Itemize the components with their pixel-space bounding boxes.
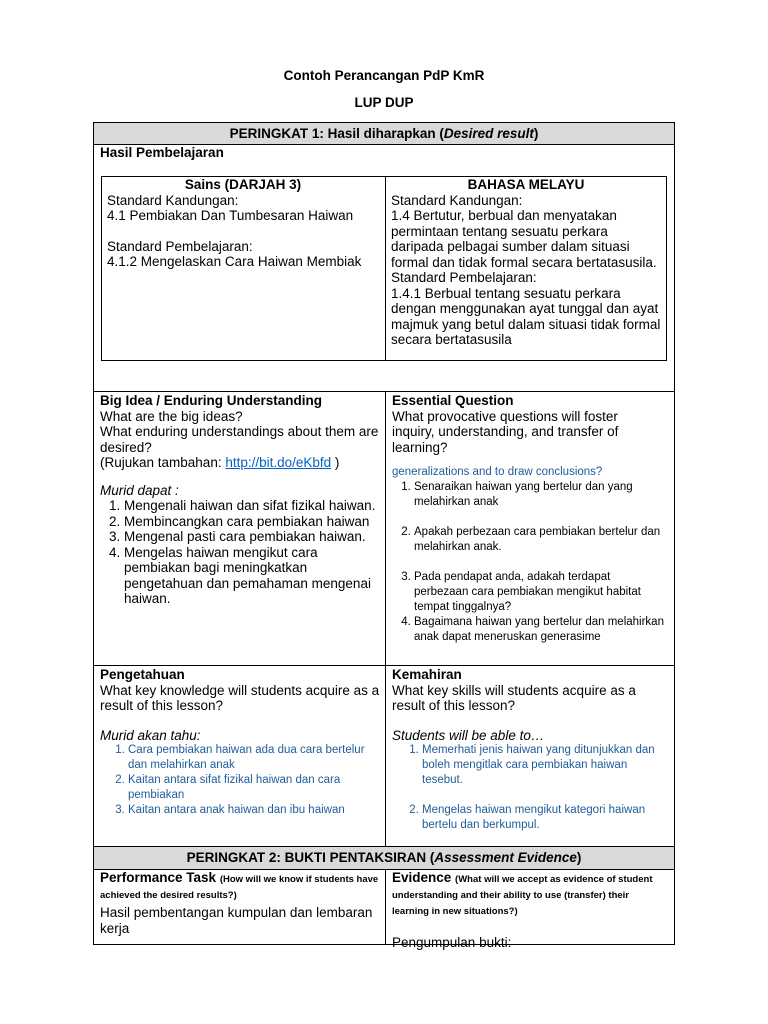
- list-item: 1. Senaraikan haiwan yang bertelur dan yang melahirkan anak: [414, 480, 664, 510]
- performance-cell: [100, 871, 380, 936]
- sains-sp-label: Standard Pembelajaran:: [107, 238, 253, 254]
- sains-sk-value: 4.1 Pembiakan Dan Tumbesaran Haiwan: [107, 208, 354, 223]
- peringkat1-label-italic: Desired result: [443, 126, 534, 141]
- kemahiran-question: What key skills will students acquire as a result of this lesson?: [392, 682, 636, 713]
- big-idea-q1: What are the big ideas?: [100, 408, 243, 424]
- performance-note: (How will we know if students have achieved the desired results?): [100, 874, 379, 901]
- evidence-heading: Evidence: [392, 870, 452, 885]
- list-item: 1. Cara pembiakan haiwan ada dua cara bertelur dan melahirkan anak: [128, 743, 380, 773]
- kemahiran-cell: [392, 667, 664, 833]
- divider: [93, 391, 675, 392]
- list-item: 2. Kaitan antara sifat fizikal haiwan dan cara pembiakan: [128, 773, 380, 803]
- kemahiran-heading: Kemahiran: [392, 667, 462, 682]
- pengetahuan-cell: [100, 667, 380, 818]
- peringkat1-label-end: ): [533, 126, 539, 141]
- list-item: 3. Mengenal pasti cara pembiakan haiwan.: [124, 529, 380, 545]
- bm-sk-value: 1.4 Bertutur, berbual dan menyatakan permintaan tentang sesuatu perkara daripada pelbagai sumber dalam situasi formal dan tidak formal secara bertatasusila.: [391, 208, 657, 270]
- divider: [93, 665, 675, 666]
- list-item: 1. Mengenali haiwan dan sifat fizikal haiwan.: [124, 498, 380, 514]
- big-idea-q2: What enduring understandings about them are desired?: [100, 424, 379, 455]
- divider: [385, 869, 386, 945]
- sains-sk-label: Standard Kandungan:: [107, 192, 239, 208]
- students-able-label: Students will be able to…: [392, 727, 545, 743]
- pengetahuan-list: [100, 743, 380, 818]
- performance-heading-line: [100, 871, 380, 903]
- bm-heading: BAHASA MELAYU: [467, 177, 585, 192]
- list-item: 1. Memerhati jenis haiwan yang ditunjukkan dan boleh mengitlak cara pembiakan haiwan tesebut.: [422, 743, 664, 788]
- hasil-label: Hasil Pembelajaran: [100, 145, 224, 160]
- ref-suffix: ): [331, 455, 340, 470]
- bm-sp-value: 1.4.1 Berbual tentang sesuatu perkara dengan menggunakan ayat tunggal dan ayat majmuk yang betul dalam situasi tidak formal secara bertatasusila: [391, 285, 661, 347]
- big-idea-heading: Big Idea / Enduring Understanding: [100, 393, 323, 408]
- sains-sp-value: 4.1.2 Mengelaskan Cara Haiwan Membiak: [107, 254, 362, 269]
- document-title: Contoh Perancangan PdP KmR: [283, 68, 485, 83]
- big-idea-reference: [100, 455, 380, 471]
- list-item: 3. Kaitan antara anak haiwan dan ibu haiwan: [128, 803, 380, 818]
- ref-prefix: (Rujukan tambahan:: [100, 455, 226, 470]
- peringkat2-band: [94, 847, 674, 869]
- peringkat2-label: PERINGKAT 2: BUKTI PENTAKSIRAN (: [186, 850, 435, 865]
- list-item: 3. Pada pendapat anda, adakah terdapat perbezaan cara pembiakan mengikut habitat tempat tinggalnya?: [414, 570, 664, 615]
- kemahiran-list: [392, 743, 664, 833]
- list-item: 2. Mengelas haiwan mengikut kategori haiwan bertelu dan berkumpul.: [422, 803, 664, 833]
- sains-heading: Sains (DARJAH 3): [184, 177, 302, 192]
- divider: [385, 176, 386, 361]
- big-idea-cell: [100, 393, 380, 607]
- essential-cell: [392, 393, 664, 645]
- essential-question: What provocative questions will foster inquiry, understanding, and transfer of learning?: [392, 408, 619, 455]
- bm-sk-label: Standard Kandungan:: [391, 192, 523, 208]
- performance-heading: Performance Task: [100, 870, 217, 885]
- pengetahuan-question: What key knowledge will students acquire as a result of this lesson?: [100, 682, 380, 713]
- list-item: 2. Membincangkan cara pembiakan haiwan: [124, 514, 380, 530]
- evidence-value: Pengumpulan bukti:: [392, 935, 512, 950]
- murid-akan-tahu-label: Murid akan tahu:: [100, 727, 201, 743]
- essential-heading: Essential Question: [392, 393, 514, 408]
- document-subtitle: LUP DUP: [354, 95, 414, 110]
- evidence-note: (What will we accept as evidence of student understanding and their ability to use (transfer) their learning in new situations?): [392, 874, 653, 917]
- reference-link[interactable]: http://bit.do/eKbfd: [225, 455, 332, 470]
- performance-value: Hasil pembentangan kumpulan dan lembaran kerja: [100, 905, 373, 936]
- bm-sp-label: Standard Pembelajaran:: [391, 270, 537, 285]
- peringkat1-label: PERINGKAT 1: Hasil diharapkan (: [229, 126, 444, 141]
- divider: [385, 391, 386, 847]
- evidence-heading-line: [392, 871, 667, 919]
- bm-cell: [391, 177, 661, 348]
- big-idea-list: [100, 498, 380, 607]
- list-item: 2. Apakah perbezaan cara pembiakan bertelur dan melahirkan anak.: [414, 525, 664, 555]
- sains-cell: [107, 177, 379, 270]
- essential-list: [392, 480, 664, 645]
- pengetahuan-heading: Pengetahuan: [100, 667, 185, 682]
- essential-note: generalizations and to draw conclusions?: [392, 466, 603, 478]
- peringkat1-band: [94, 123, 674, 144]
- peringkat2-label-end: ): [576, 850, 582, 865]
- list-item: 4. Mengelas haiwan mengikut cara pembiakan bagi meningkatkan pengetahuan dan pemahaman mengenai haiwan.: [124, 545, 380, 607]
- murid-dapat-label: Murid dapat :: [100, 482, 179, 498]
- peringkat2-label-italic: Assessment Evidence: [434, 850, 577, 865]
- list-item: 4. Bagaimana haiwan yang bertelur dan melahirkan anak dapat meneruskan generasime: [414, 615, 664, 645]
- evidence-cell: [392, 871, 667, 951]
